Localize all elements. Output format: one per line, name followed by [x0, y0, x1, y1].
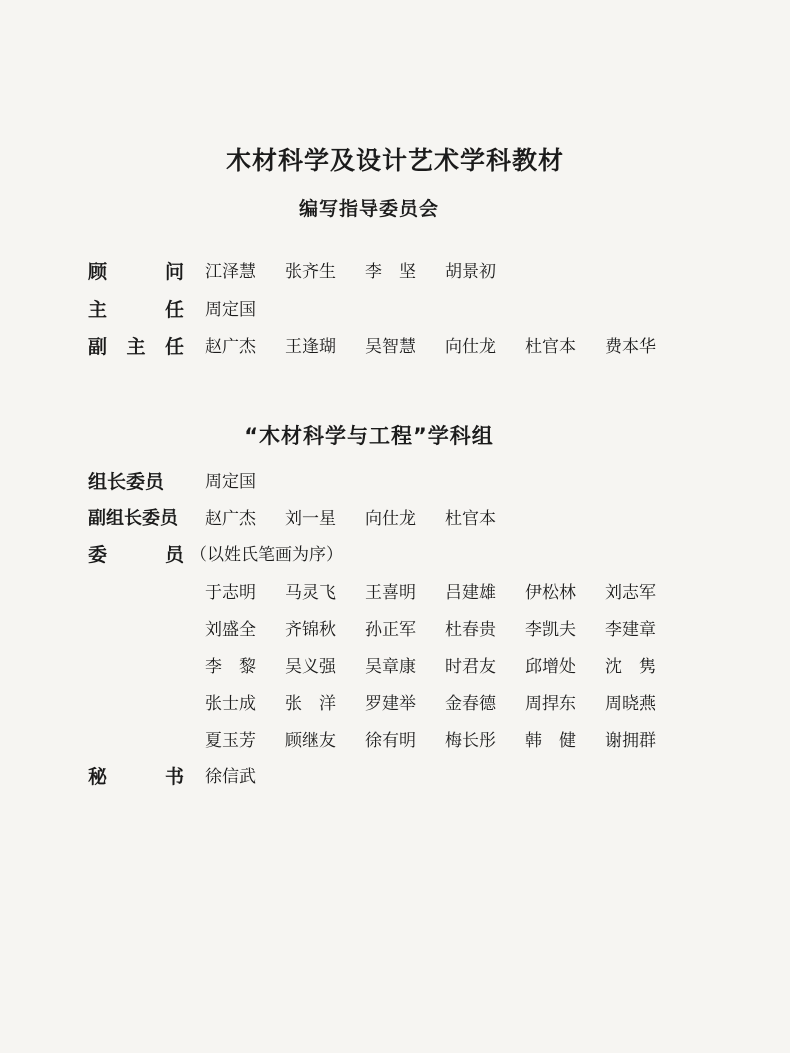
member-name: 孙正军 — [365, 620, 416, 640]
member-name: 罗建举 — [365, 694, 416, 714]
member-name: 于志明 — [205, 583, 256, 603]
deputy-director-name: 赵广杰 — [205, 337, 256, 357]
member-name: 李凯夫 — [525, 620, 576, 640]
advisor-name: 胡景初 — [445, 262, 496, 282]
deputy-director-name: 杜官本 — [525, 337, 576, 357]
member-name: 沈 隽 — [605, 657, 656, 677]
deputy-director-name: 吴智慧 — [365, 337, 416, 357]
group-leader-names — [205, 466, 285, 498]
director-names — [205, 294, 285, 326]
member-name: 周晓燕 — [605, 694, 656, 714]
members-label: 委 员 — [88, 544, 184, 566]
member-name: 刘志军 — [605, 583, 656, 603]
deputy-group-leaders-names — [205, 503, 525, 535]
deputy-director-name: 向仕龙 — [445, 337, 496, 357]
secretary-names — [205, 761, 285, 793]
advisor-name: 李 坚 — [365, 262, 416, 282]
member-name: 吕建雄 — [445, 583, 496, 603]
members-grid — [205, 575, 685, 760]
members-grid-row — [205, 686, 685, 723]
member-name: 谢拥群 — [605, 731, 656, 751]
member-name: 邱增处 — [525, 657, 576, 677]
deputy-group-leaders-label: 副组长委员 — [88, 508, 178, 529]
member-name: 伊松林 — [525, 583, 576, 603]
director-name: 周定国 — [205, 300, 256, 320]
member-name: 顾继友 — [285, 731, 336, 751]
member-name: 金春德 — [445, 694, 496, 714]
members-grid-row — [205, 723, 685, 760]
group-title: “木材科学与工程”学科组 — [244, 424, 494, 448]
page-subtitle: 编写指导委员会 — [298, 198, 439, 220]
member-name: 吴章康 — [365, 657, 416, 677]
deputy-group-leader-name: 刘一星 — [285, 509, 336, 529]
member-name: 刘盛全 — [205, 620, 256, 640]
advisors-label: 顾 问 — [88, 261, 184, 283]
group-leader-name: 周定国 — [205, 472, 256, 492]
member-name: 李建章 — [605, 620, 656, 640]
members-order-note: （以姓氏笔画为序） — [190, 545, 343, 565]
deputy-directors-names — [205, 331, 685, 363]
deputy-group-leader-name: 赵广杰 — [205, 509, 256, 529]
member-name: 夏玉芳 — [205, 731, 256, 751]
member-name: 张士成 — [205, 694, 256, 714]
member-name: 时君友 — [445, 657, 496, 677]
deputy-group-leader-name: 向仕龙 — [365, 509, 416, 529]
deputy-director-name: 费本华 — [605, 337, 656, 357]
advisors-names — [205, 256, 525, 288]
member-name: 李 黎 — [205, 657, 256, 677]
page-title: 木材科学及设计艺术学科教材 — [225, 146, 564, 175]
member-name: 吴义强 — [285, 657, 336, 677]
group-leader-label: 组长委员 — [88, 471, 165, 493]
members-grid-row — [205, 649, 685, 686]
secretary-name: 徐信武 — [205, 767, 256, 787]
deputy-director-name: 王逢瑚 — [285, 337, 336, 357]
member-name: 王喜明 — [365, 583, 416, 603]
advisor-name: 江泽慧 — [205, 262, 256, 282]
director-label: 主 任 — [88, 299, 184, 321]
member-name: 张 洋 — [285, 694, 336, 714]
advisor-name: 张齐生 — [285, 262, 336, 282]
deputy-group-leader-name: 杜官本 — [445, 509, 496, 529]
member-name: 杜春贵 — [445, 620, 496, 640]
member-name: 韩 健 — [525, 731, 576, 751]
member-name: 徐有明 — [365, 731, 416, 751]
members-grid-row — [205, 575, 685, 612]
secretary-label: 秘 书 — [88, 766, 184, 788]
members-grid-row — [205, 612, 685, 649]
member-name: 周捍东 — [525, 694, 576, 714]
member-name: 马灵飞 — [285, 583, 336, 603]
deputy-directors-label: 副 主 任 — [88, 336, 184, 358]
member-name: 齐锦秋 — [285, 620, 336, 640]
member-name: 梅长彤 — [445, 731, 496, 751]
